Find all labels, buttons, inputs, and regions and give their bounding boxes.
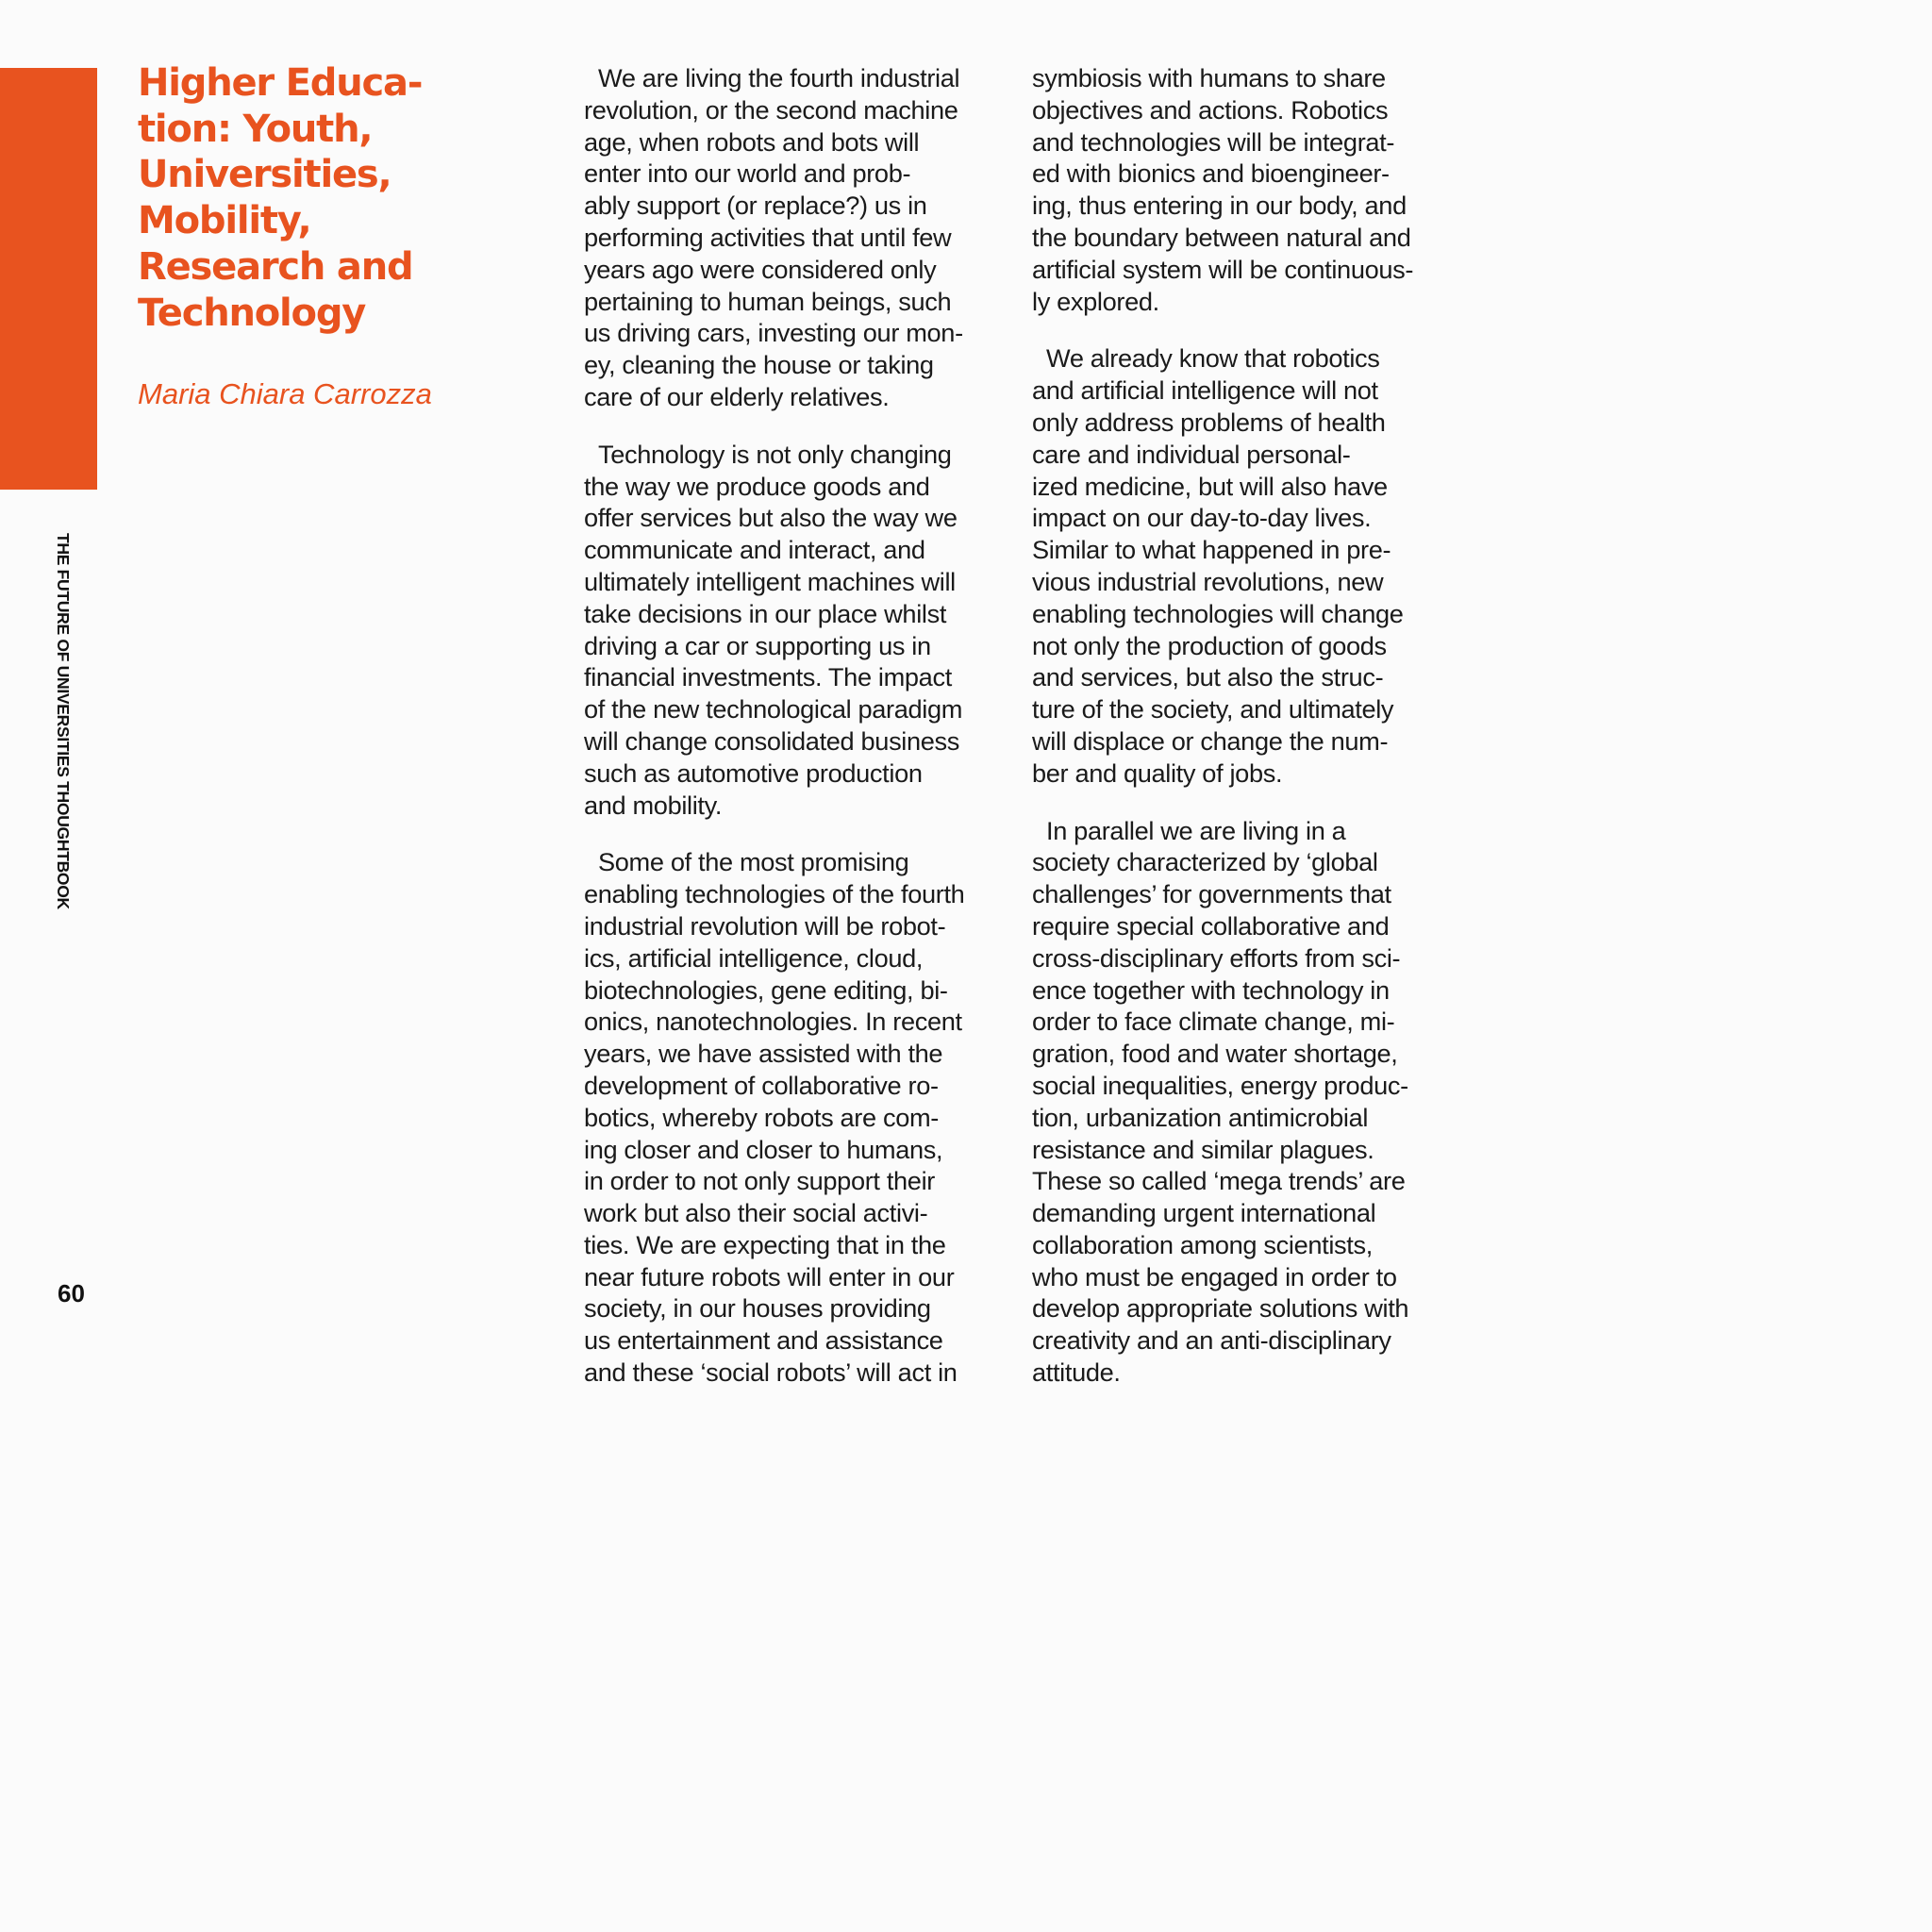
paragraph-line: age, when robots and bots will: [584, 126, 920, 157]
paragraph-line: ence together with technology in: [1032, 974, 1390, 1005]
paragraph-line: challenges’ for governments that: [1032, 879, 1391, 909]
paragraph-line: ics, artificial intelligence, cloud,: [584, 942, 924, 973]
paragraph-line: Similar to what happened in pre-: [1032, 535, 1391, 565]
title-line: Higher Educa-: [138, 61, 423, 105]
paragraph-line: require special collaborative and: [1032, 910, 1390, 941]
book-spine-title: THE FUTURE OF UNIVERSITIES THOUGHTBOOK: [54, 533, 73, 909]
paragraph-line: creativity and an anti-disciplinary: [1032, 1325, 1391, 1356]
accent-bar: [0, 68, 97, 490]
paragraph-line: impact on our day-to-day lives.: [1032, 503, 1372, 533]
title-line: Universities,: [138, 153, 391, 197]
paragraph-line: enter into our world and prob-: [584, 158, 911, 189]
paragraph-line: tion, urbanization antimicrobial: [1032, 1102, 1369, 1132]
paragraph-line: take decisions in our place whilst: [584, 598, 947, 628]
paragraph-line: industrial revolution will be robot-: [584, 910, 946, 941]
paragraph-line: work but also their social activi-: [584, 1198, 928, 1228]
paragraph-line: revolution, or the second machine: [584, 94, 958, 125]
paragraph-line: society characterized by ‘global: [1032, 847, 1378, 877]
paragraph-line: vious industrial revolutions, new: [1032, 566, 1384, 596]
paragraph-line: years ago were considered only: [584, 254, 937, 284]
paragraph-line: We are living the fourth industrial: [598, 63, 960, 92]
title-line: Research and: [138, 244, 413, 289]
paragraph-line: will change consolidated business: [584, 725, 960, 756]
title-line: Technology: [138, 291, 366, 335]
paragraph-line: not only the production of goods: [1032, 630, 1387, 660]
body-paragraph: [1032, 815, 1438, 1389]
paragraph-line: ly explored.: [1032, 286, 1159, 316]
paragraph-line: performing activities that until few: [584, 222, 952, 252]
paragraph-line: ture of the society, and ultimately: [1032, 694, 1394, 724]
paragraph-line: social inequalities, energy produc-: [1032, 1070, 1408, 1100]
body-paragraph: [1032, 342, 1438, 789]
paragraph-line: ing, thus entering in our body, and: [1032, 191, 1407, 221]
paragraph-line: care and individual personal-: [1032, 439, 1351, 469]
body-paragraph: [584, 846, 980, 1389]
paragraph-line: us entertainment and assistance: [584, 1325, 943, 1356]
paragraph-line: collaboration among scientists,: [1032, 1229, 1373, 1259]
paragraph-line: pertaining to human beings, such: [584, 286, 952, 316]
paragraph-line: onics, nanotechnologies. In recent: [584, 1007, 962, 1037]
paragraph-line: botics, whereby robots are com-: [584, 1102, 939, 1132]
paragraph-line: ed with bionics and bioengineer-: [1032, 158, 1390, 189]
body-paragraph: [584, 62, 980, 413]
author-name: Maria Chiara Carrozza: [138, 377, 432, 410]
paragraph-line: attitude.: [1032, 1357, 1121, 1388]
paragraph-line: society, in our houses providing: [584, 1293, 931, 1324]
paragraph-line: offer services but also the way we: [584, 503, 958, 533]
paragraph-line: the boundary between natural and: [1032, 222, 1411, 252]
paragraph-line: ing closer and closer to humans,: [584, 1134, 943, 1164]
paragraph-line: the way we produce goods and: [584, 471, 930, 501]
body-paragraph: [1032, 62, 1438, 317]
paragraph-line: symbiosis with humans to share: [1032, 63, 1386, 92]
paragraph-line: develop appropriate solutions with: [1032, 1293, 1409, 1324]
paragraph-line: and these ‘social robots’ will act in: [584, 1357, 958, 1388]
paragraph-line: artificial system will be continuous-: [1032, 254, 1414, 284]
paragraph-line: These so called ‘mega trends’ are: [1032, 1166, 1406, 1196]
paragraph-line: enabling technologies of the fourth: [584, 879, 965, 909]
paragraph-line: years, we have assisted with the: [584, 1039, 943, 1069]
title-line: Mobility,: [138, 199, 311, 243]
paragraph-line: financial investments. The impact: [584, 662, 952, 692]
paragraph-line: ey, cleaning the house or taking: [584, 350, 934, 380]
paragraph-line: ultimately intelligent machines will: [584, 566, 956, 596]
paragraph-line: enabling technologies will change: [1032, 598, 1404, 628]
paragraph-line: order to face climate change, mi-: [1032, 1007, 1395, 1037]
paragraph-line: Technology is not only changing: [598, 439, 952, 469]
paragraph-line: biotechnologies, gene editing, bi-: [584, 974, 948, 1005]
paragraph-line: Some of the most promising: [598, 847, 909, 877]
paragraph-line: cross-disciplinary efforts from sci-: [1032, 942, 1401, 973]
paragraph-line: ber and quality of jobs.: [1032, 758, 1283, 788]
paragraph-line: We already know that robotics: [1046, 343, 1380, 374]
paragraph-line: will displace or change the num-: [1032, 725, 1389, 756]
paragraph-line: of the new technological paradigm: [584, 694, 963, 724]
paragraph-line: and mobility.: [584, 790, 723, 820]
paragraph-line: objectives and actions. Robotics: [1032, 94, 1389, 125]
paragraph-line: and technologies will be integrat-: [1032, 126, 1395, 157]
paragraph-line: demanding urgent international: [1032, 1198, 1376, 1228]
paragraph-line: such as automotive production: [584, 758, 923, 788]
paragraph-line: care of our elderly relatives.: [584, 381, 890, 411]
paragraph-line: In parallel we are living in a: [1046, 815, 1346, 845]
paragraph-line: and services, but also the struc-: [1032, 662, 1384, 692]
text-column-right: [1032, 62, 1438, 1389]
paragraph-line: ably support (or replace?) us in: [584, 191, 927, 221]
paragraph-line: and artificial intelligence will not: [1032, 375, 1378, 406]
paragraph-line: development of collaborative ro-: [584, 1070, 939, 1100]
paragraph-line: driving a car or supporting us in: [584, 630, 931, 660]
paragraph-line: only address problems of health: [1032, 407, 1386, 437]
paragraph-line: who must be engaged in order to: [1032, 1261, 1397, 1291]
article-title: [138, 60, 553, 336]
title-line: tion: Youth,: [138, 107, 373, 151]
paragraph-line: in order to not only support their: [584, 1166, 935, 1196]
paragraph-line: communicate and interact, and: [584, 535, 925, 565]
paragraph-line: ties. We are expecting that in the: [584, 1229, 946, 1259]
body-paragraph: [584, 439, 980, 822]
paragraph-line: us driving cars, investing our mon-: [584, 318, 963, 348]
paragraph-line: resistance and similar plagues.: [1032, 1134, 1374, 1164]
paragraph-line: gration, food and water shortage,: [1032, 1039, 1398, 1069]
paragraph-line: ized medicine, but will also have: [1032, 471, 1388, 501]
page-number: 60: [58, 1279, 85, 1307]
paragraph-line: near future robots will enter in our: [584, 1261, 955, 1291]
text-column-left: [584, 62, 980, 1389]
